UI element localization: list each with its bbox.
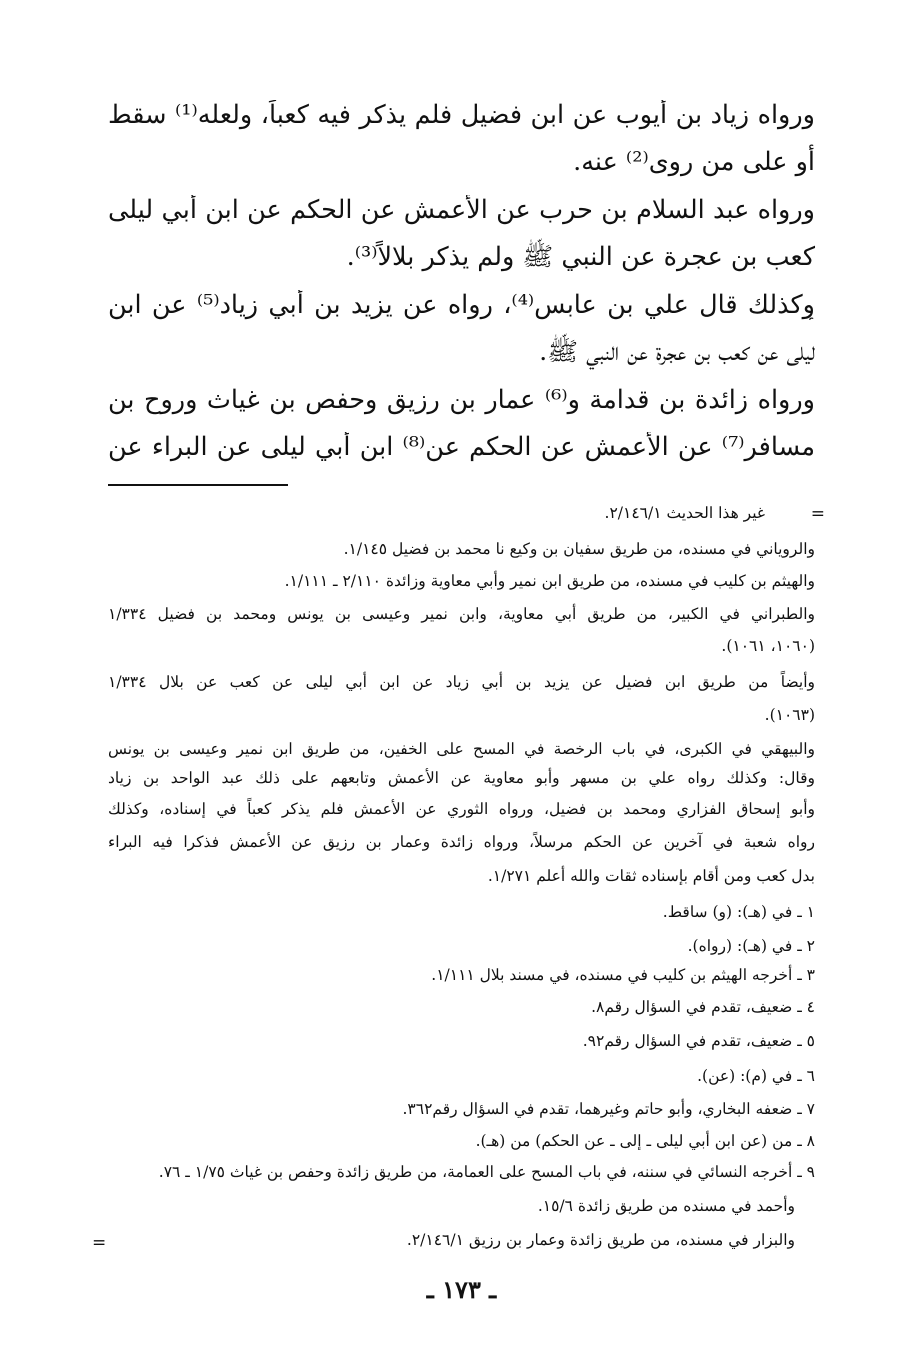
footnote-1 xyxy=(663,900,815,924)
footnote-8 xyxy=(476,1129,815,1153)
footnote-5 xyxy=(583,1029,815,1053)
footnote-number: ٦ ـ xyxy=(797,1067,815,1085)
footnote-continued-line-12: بدل كعب ومن أقام بإسناده ثقات والله أعلم ١/٢٧١. xyxy=(487,867,815,885)
footnote-9 xyxy=(159,1160,815,1184)
footnote-text: ضعفه البخاري، وأبو حاتم وغيرهما، تقدم في السؤال رقم٣٦٢. xyxy=(402,1100,793,1118)
footnote-number: ٤ ـ xyxy=(797,998,815,1016)
footnote-continued-line-8: والبيهقي في الكبرى، في باب الرخصة في المسح على الخفين، من طريق ابن نمير وعيسى بن يونس xyxy=(108,740,815,758)
page-number: ـ ١٧٣ ـ xyxy=(426,1275,497,1304)
main-text-line-4: كعب بن عجرة عن النبي ﷺ ولم يذكر بلالاً⁽³⁾. xyxy=(346,242,815,272)
footnote-number: ٧ ـ xyxy=(797,1100,815,1118)
footnote-continued-line-1: غير هذا الحديث ٢/١٤٦/١. xyxy=(604,504,765,522)
continuation-marker-top: = xyxy=(810,504,825,524)
main-text-line-3: ورواه عبد السلام بن حرب عن الأعمش عن الحكم عن ابن أبي ليلى xyxy=(108,195,815,225)
footnote-text: أخرجه الهيثم بن كليب في مسنده، في مسند بلال ١/١١١. xyxy=(431,966,793,984)
footnote-text: في (هـ): (رواه). xyxy=(687,937,793,955)
footnote-text: أخرجه النسائي في سننه، في باب المسح على العمامة، من طريق زائدة وحفص بن غياث ١/٧٥ ـ ٧٦. xyxy=(158,1163,793,1181)
main-text-line-6: ليلى عن كعب بن عجرة عن النبي ﷺ. xyxy=(539,337,815,367)
footnote-continued-line-3: والهيثم بن كليب في مسنده، من طريق ابن نمير وأبي معاوية وزائدة ٢/١١٠ ـ ١/١١١. xyxy=(284,572,815,590)
footnote-number: ٢ ـ xyxy=(797,937,815,955)
footnote-6 xyxy=(697,1064,815,1088)
footnote-continued-line-9: وقال: وكذلك رواه علي بن مسهر وأبو معاوية عن الأعمش وتابعهم على ذلك عبد الواحد بن زياد xyxy=(108,769,815,787)
footnote-3 xyxy=(431,963,815,987)
footnote-continued-line-7: (١٠٦٣). xyxy=(764,706,815,724)
main-text-line-5: وكذلك قال علي بن عابس⁽⁴⁾، رواه عن يزيد بن أبي زياد⁽⁵⁾ عن ابن xyxy=(108,290,815,320)
main-text-line-8: مسافر⁽⁷⁾ عن الأعمش عن الحكم عن⁽⁸⁾ ابن أبي ليلى عن البراء عن xyxy=(108,432,815,462)
footnote-continued-line-5: (١٠٦٠، ١٠٦١). xyxy=(721,637,815,655)
footnote-number: ٩ ـ xyxy=(797,1163,815,1181)
footnote-number: ٣ ـ xyxy=(797,966,815,984)
footnote-text: في (م): (عن). xyxy=(697,1067,793,1085)
footnote-9-continued-1: وأحمد في مسنده من طريق زائدة ١٥/٦. xyxy=(537,1197,795,1215)
footnote-4 xyxy=(591,995,815,1019)
footnote-continued-line-10: وأبو إسحاق الفزاري ومحمد بن فضيل، ورواه الثوري عن الأعمش فلم يذكر كعباً في إسناده، وكذلك xyxy=(108,800,815,818)
footnote-7 xyxy=(402,1097,815,1121)
footnote-divider xyxy=(108,484,288,486)
footnote-continued-line-2: والروياني في مسنده، من طريق سفيان بن وكيع نا محمد بن فضيل ١/١٤٥. xyxy=(343,540,815,558)
main-text-line-1: ورواه زياد بن أيوب عن ابن فضيل فلم يذكر فيه كعباً، ولعله⁽¹⁾ سقط xyxy=(108,100,815,130)
footnote-text: في (هـ): (و) ساقط. xyxy=(662,903,793,921)
continuation-marker-bottom: = xyxy=(92,1233,107,1253)
footnote-text: ضعيف، تقدم في السؤال رقم٨. xyxy=(591,998,793,1016)
footnote-text: ضعيف، تقدم في السؤال رقم٩٢. xyxy=(582,1032,793,1050)
main-text-line-7: ورواه زائدة بن قدامة و⁽⁶⁾ عمار بن رزيق وحفص بن غياث وروح بن xyxy=(108,385,815,415)
footnote-9-continued-2: والبزار في مسنده، من طريق زائدة وعمار بن رزيق ٢/١٤٦/١. xyxy=(406,1231,795,1249)
footnote-continued-line-11: رواه شعبة في آخرين عن الحكم مرسلاً، ورواه زائدة وعمار بن رزيق عن الأعمش فذكرا فيه البراء xyxy=(108,833,815,851)
footnote-text: من (عن ابن أبي ليلى ـ إلى ـ عن الحكم) من (هـ). xyxy=(475,1132,793,1150)
footnote-number: ١ ـ xyxy=(797,903,815,921)
footnote-continued-line-4: والطبراني في الكبير، من طريق أبي معاوية، وابن نمير وعيسى بن يونس ومحمد بن فضيل ١/٣٣٤ xyxy=(108,605,815,623)
footnote-continued-line-6: وأيضاً من طريق ابن فضيل عن يزيد بن أبي زياد عن ابن أبي ليلى عن كعب عن بلال ١/٣٣٤ xyxy=(108,673,815,691)
footnote-number: ٥ ـ xyxy=(797,1032,815,1050)
main-text-line-2: أو على من روى⁽²⁾ عنه. xyxy=(573,147,815,177)
footnote-number: ٨ ـ xyxy=(797,1132,815,1150)
footnote-2 xyxy=(688,934,815,958)
